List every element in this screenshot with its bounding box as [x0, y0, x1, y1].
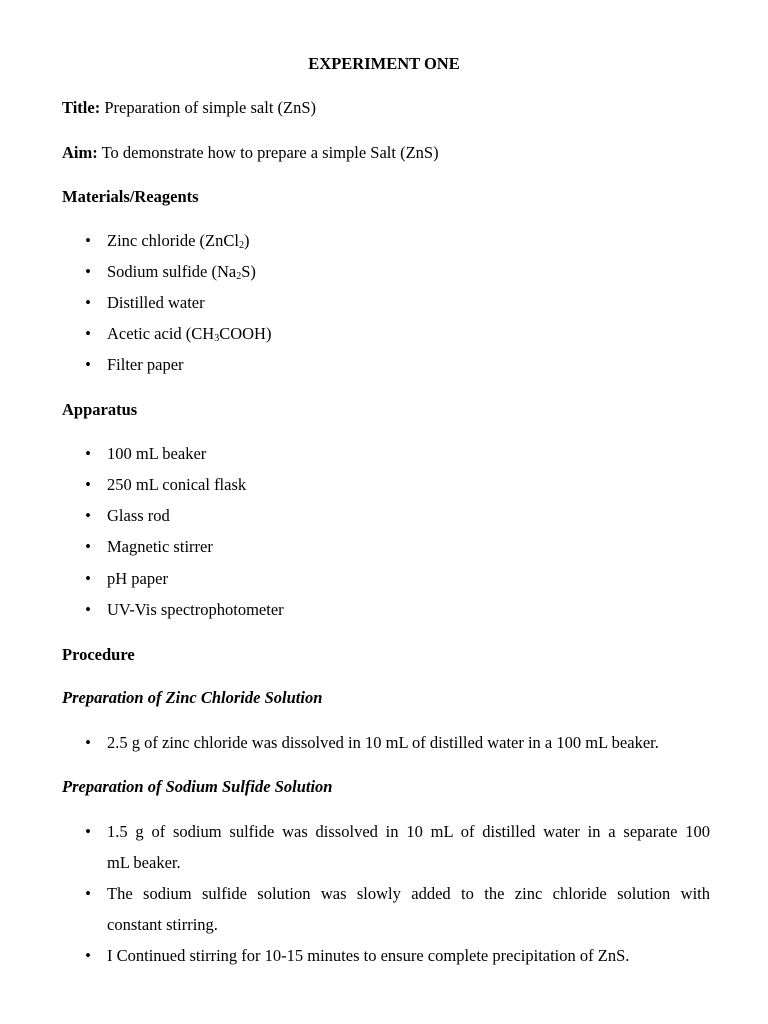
procedure-step-line: constant stirring. — [107, 915, 218, 934]
apparatus-heading: Apparatus — [62, 400, 138, 419]
materials-item: Filter paper — [107, 355, 184, 374]
bullet-icon: • — [85, 946, 91, 965]
bullet-icon: • — [85, 569, 91, 588]
title-text: Preparation of simple salt (ZnS) — [100, 98, 317, 117]
bullet-icon: • — [85, 506, 91, 525]
apparatus-item: pH paper — [107, 569, 168, 588]
apparatus-item: Magnetic stirrer — [107, 537, 213, 556]
bullet-icon: • — [85, 324, 91, 343]
title-label: Title: — [62, 98, 101, 117]
materials-heading: Materials/Reagents — [62, 187, 199, 206]
aim-label: Aim: — [62, 143, 98, 162]
procedure-step: 2.5 g of zinc chloride was dissolved in 10 mL of distilled water in a 100 mL beaker. — [107, 733, 659, 752]
bullet-icon: • — [85, 231, 91, 250]
apparatus-item: Glass rod — [107, 506, 170, 525]
bullet-icon: • — [85, 537, 91, 556]
procedure-step-line: 1.5 g of sodium sulfide was dissolved in 10 mL of distilled water in a separate 100 — [107, 822, 710, 841]
bullet-icon: • — [85, 355, 91, 374]
bullet-icon: • — [85, 293, 91, 312]
bullet-icon: • — [85, 475, 91, 494]
materials-item: Distilled water — [107, 293, 205, 312]
zinc-section-heading: Preparation of Zinc Chloride Solution — [62, 688, 323, 707]
aim-line — [62, 143, 439, 163]
procedure-step-line: The sodium sulfide solution was slowly added to the zinc chloride solution with — [107, 884, 710, 903]
procedure-heading: Procedure — [62, 645, 135, 664]
procedure-step-line: mL beaker. — [107, 853, 181, 872]
materials-item: Zinc chloride (ZnCl$_2$) — [107, 231, 250, 251]
materials-item: Acetic acid $(CH_3COOH)$ — [107, 324, 272, 344]
bullet-icon: • — [85, 262, 91, 281]
bullet-icon: • — [85, 600, 91, 619]
materials-item: Sodium sulfide $(Na_2S)$ — [107, 262, 256, 282]
apparatus-item: 250 mL conical flask — [107, 475, 247, 494]
bullet-icon: • — [85, 444, 91, 463]
bullet-icon: • — [85, 733, 91, 752]
apparatus-item: 100 mL beaker — [107, 444, 207, 463]
bullet-icon: • — [85, 822, 91, 841]
bullet-icon: • — [85, 884, 91, 903]
sodium-section-heading: Preparation of Sodium Sulfide Solution — [62, 777, 333, 796]
title-line — [62, 98, 316, 118]
procedure-step-line: I Continued stirring for 10-15 minutes to ensure complete precipitation of ZnS. — [107, 946, 630, 965]
aim-text: To demonstrate how to prepare a simple Salt (ZnS) — [97, 143, 439, 162]
apparatus-item: UV-Vis spectrophotometer — [107, 600, 284, 619]
experiment-heading: EXPERIMENT ONE — [308, 54, 460, 73]
